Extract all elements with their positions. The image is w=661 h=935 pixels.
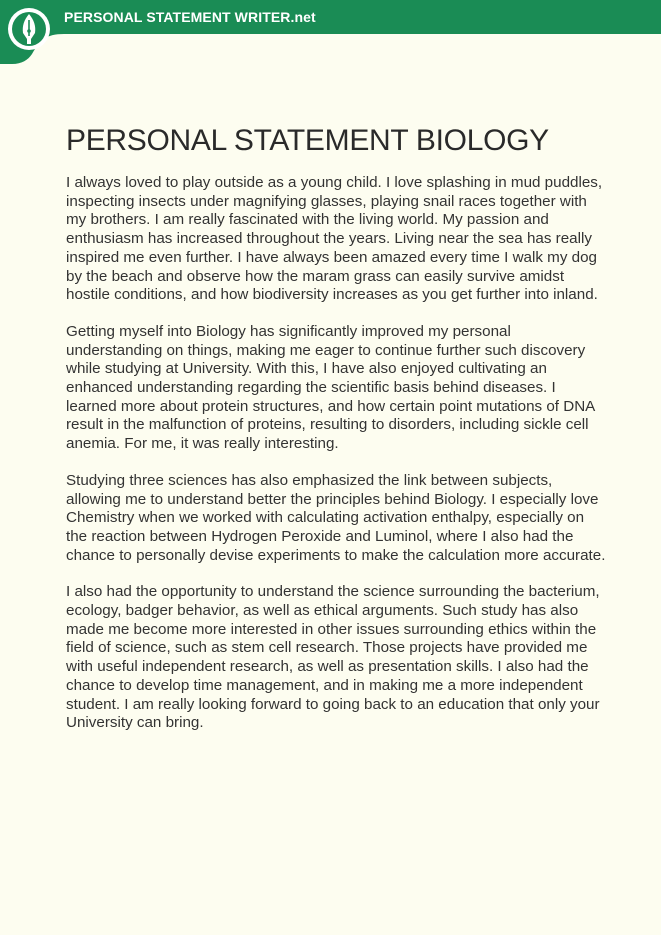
- site-header: [0, 0, 661, 64]
- page-title: PERSONAL STATEMENT BIOLOGY: [66, 124, 549, 157]
- paragraph-2: Getting myself into Biology has significantly improved my personal understanding on things, making me eager to continue further such discovery while studying at University. With this, I have also enjoyed cultivating an enhanced understanding regarding the scientific basis behind diseases. I learned more about protein structures, and how certain point mutations of DNA result in the malfunction of proteins, resulting to disorders, including sickle cell anemia. For me, it was really interesting.: [66, 322, 595, 453]
- paragraph-1: I always loved to play outside as a young child. I love splashing in mud puddles, inspecting insects under magnifying glasses, playing snail races together with my brothers. I am really fascinated with the living world. My passion and enthusiasm has increased throughout the years. Living near the sea has really inspired me even further. I have always been amazed every time I walk my dog by the beach and observe how the maram grass can easily survive amidst hostile conditions, and how biodiversity increases as you get further into inland.: [66, 174, 603, 304]
- site-brand-name[interactable]: PERSONAL STATEMENT WRITER.net: [64, 9, 316, 25]
- paragraph-3: Studying three sciences has also emphasized the link between subjects, allowing me to understand better the principles behind Biology. I especially love Chemistry when we worked with calculating activation enthalpy, especially on the reaction between Hydrogen Peroxide and Luminol, where I also had the chance to personally devise experiments to make the calculation more accurate.: [66, 471, 606, 564]
- fountain-pen-nib-icon[interactable]: [6, 6, 52, 52]
- statement-body: [66, 174, 606, 751]
- paragraph-4: I also had the opportunity to understand the science surrounding the bacterium, ecology, badger behavior, as well as ethical arguments. Such study has also made me become more interested in other issues surrounding ethics within the field of science, such as stem cell research. Those projects have provided me with useful independent research, as well as presentation skills. I also had the chance to develop time management, and in making me a more independent student. I am really looking forward to going back to an education that only your University can bring.: [66, 583, 600, 732]
